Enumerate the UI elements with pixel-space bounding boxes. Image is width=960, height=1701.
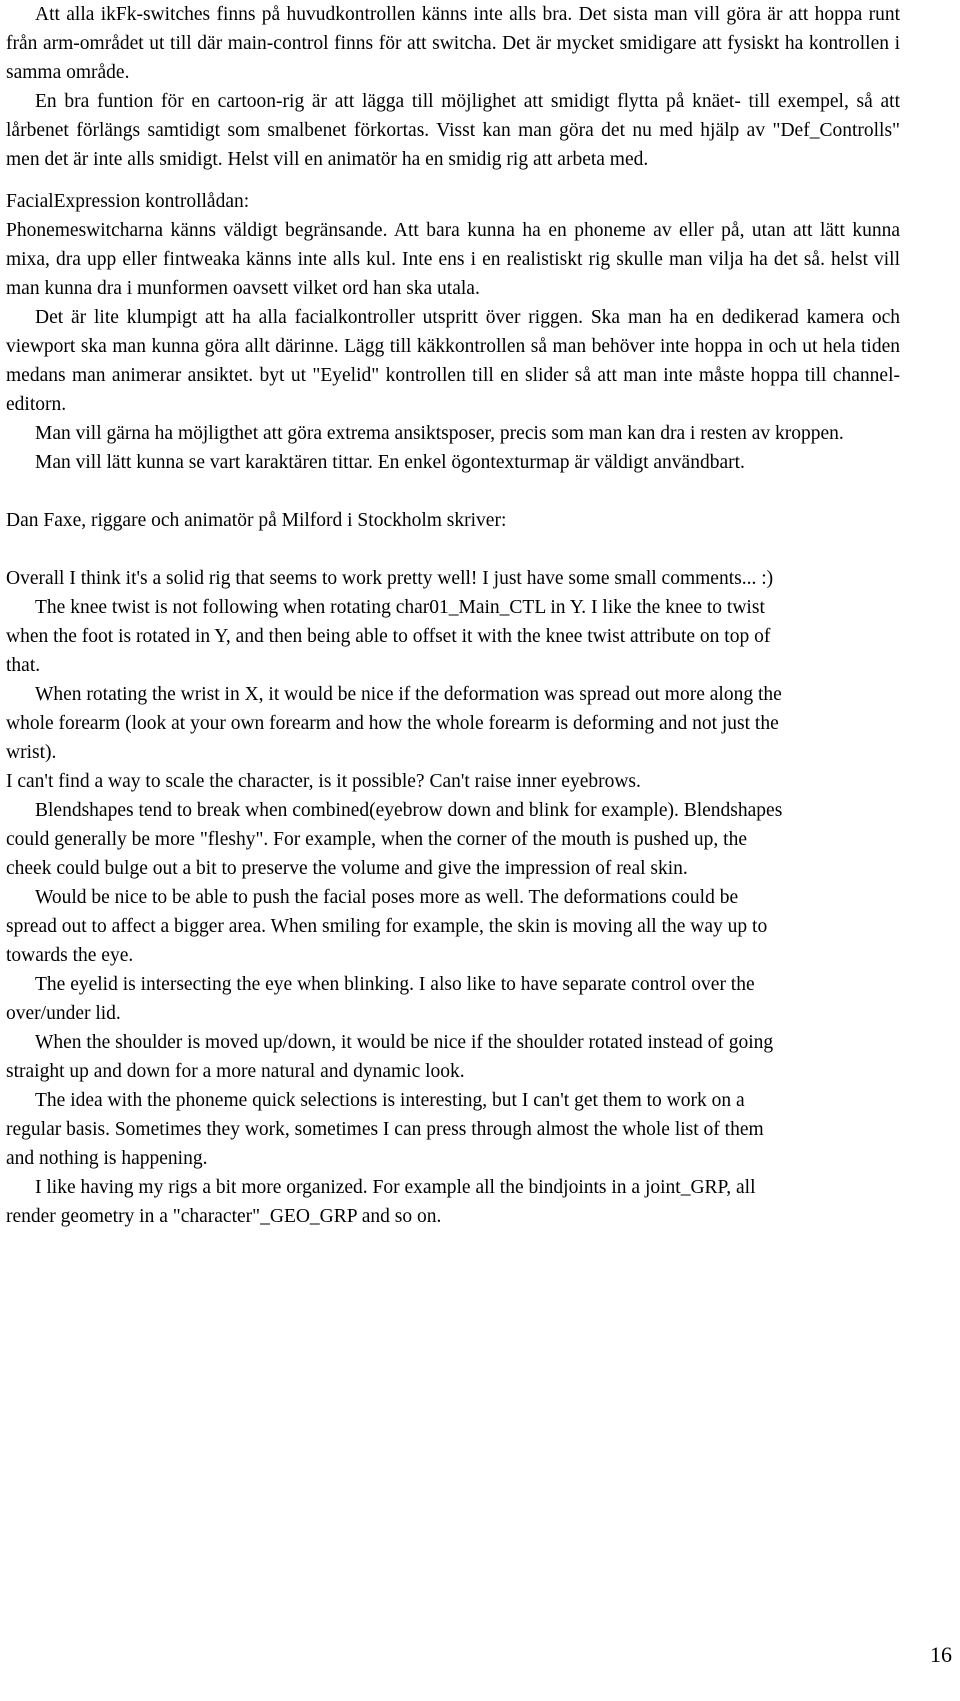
comment-eyelid: The eyelid is intersecting the eye when blinking. I also like to have separate control over the over/under lid. xyxy=(6,974,755,1024)
comment-knee-twist: The knee twist is not following when rotating char01_Main_CTL in Y. I like the knee to twist when the foot is rotated in Y, and then being able to offset it with the knee twist attribute on top of that. xyxy=(6,597,771,676)
paragraph-knee-control: En bra funtion för en cartoon-rig är att lägga till möjlighet att smidigt flytta på knäet- till exempel, så att lårbenet förlängs samtidigt som smalbenet förkortas. Visst kan man göra det nu med hjälp av "Def_Controlls" men det är inte alls smidigt. Helst vill en animatör ha en smidig rig att arbeta med. xyxy=(6,91,900,170)
comment-scale-character: I can't find a way to scale the character, is it possible? Can't raise inner eyebrows. xyxy=(6,771,641,792)
paragraph-eye-direction: Man vill lätt kunna se vart karaktären tittar. En enkel ögontexturmap är väldigt användbart. xyxy=(35,452,745,473)
comment-phoneme-selections: The idea with the phoneme quick selections is interesting, but I can't get them to work on a regular basis. Sometimes they work, sometimes I can press through almost the whole list of them and nothing is happening. xyxy=(6,1090,764,1169)
comment-facial-poses: Would be nice to be able to push the facial poses more as well. The deformations could be spread out to affect a bigger area. When smiling for example, the skin is moving all the way up to towards the eye. xyxy=(6,887,768,966)
document-page xyxy=(6,0,900,1231)
comment-wrist-rotation: When rotating the wrist in X, it would be nice if the deformation was spread out more along the whole forearm (look at your own forearm and how the whole forearm is deforming and not just the wrist). xyxy=(6,684,782,763)
dan-faxe-heading: Dan Faxe, riggare och animatör på Milford i Stockholm skriver: xyxy=(6,510,507,531)
comment-rig-organization: I like having my rigs a bit more organized. For example all the bindjoints in a joint_GRP, all render geometry in a "character"_GEO_GRP and so on. xyxy=(6,1177,756,1227)
english-feedback-section xyxy=(6,564,900,1231)
facial-expression-heading: FacialExpression kontrollådan: xyxy=(6,191,250,212)
paragraph-facial-controls: Det är lite klumpigt att ha alla facialkontroller utspritt över riggen. Ska man ha en dedikerad kamera och viewport ska man kunna göra allt därinne. Lägg till käkkontrollen så man behöver inte hoppa in och ut hela tiden medans man animerar ansiktet. byt ut "Eyelid" kontrollen till en slider så att man inte måste hoppa till channel-editorn. xyxy=(6,307,900,415)
paragraph-extreme-poses: Man vill gärna ha möjligthet att göra extrema ansiktsposer, precis som man kan dra i resten av kroppen. xyxy=(35,423,844,444)
comment-shoulder: When the shoulder is moved up/down, it would be nice if the shoulder rotated instead of going straight up and down for a more natural and dynamic look. xyxy=(6,1032,774,1082)
paragraph-phoneme-switches: Phonemeswitcharna känns väldigt begränsande. Att bara kunna ha en phoneme av eller på, utan att lätt kunna mixa, dra upp eller fintweaka känns inte alls kul. Inte ens i en realistiskt rig skulle man vilja ha det så. helst vill man kunna dra i munformen oavsett vilket ord han ska utala. xyxy=(6,220,900,299)
paragraph-ikfk-switches: Att alla ikFk-switches finns på huvudkontrollen känns inte alls bra. Det sista man vill göra är att hoppa runt från arm-området ut till där main-control finns för att switcha. Det är mycket smidigare att fysiskt ha kontrollen i samma område. xyxy=(6,4,900,83)
page-number: 16 xyxy=(930,1642,952,1667)
comment-blendshapes: Blendshapes tend to break when combined(eyebrow down and blink for example). Blendshapes could generally be more "fleshy". For example, when the corner of the mouth is pushed up, the cheek could bulge out a bit to preserve the volume and give the impression of real skin. xyxy=(6,800,783,879)
swedish-feedback-section xyxy=(6,0,900,477)
feedback-intro: Overall I think it's a solid rig that seems to work pretty well! I just have some small comments... :) xyxy=(6,568,774,589)
